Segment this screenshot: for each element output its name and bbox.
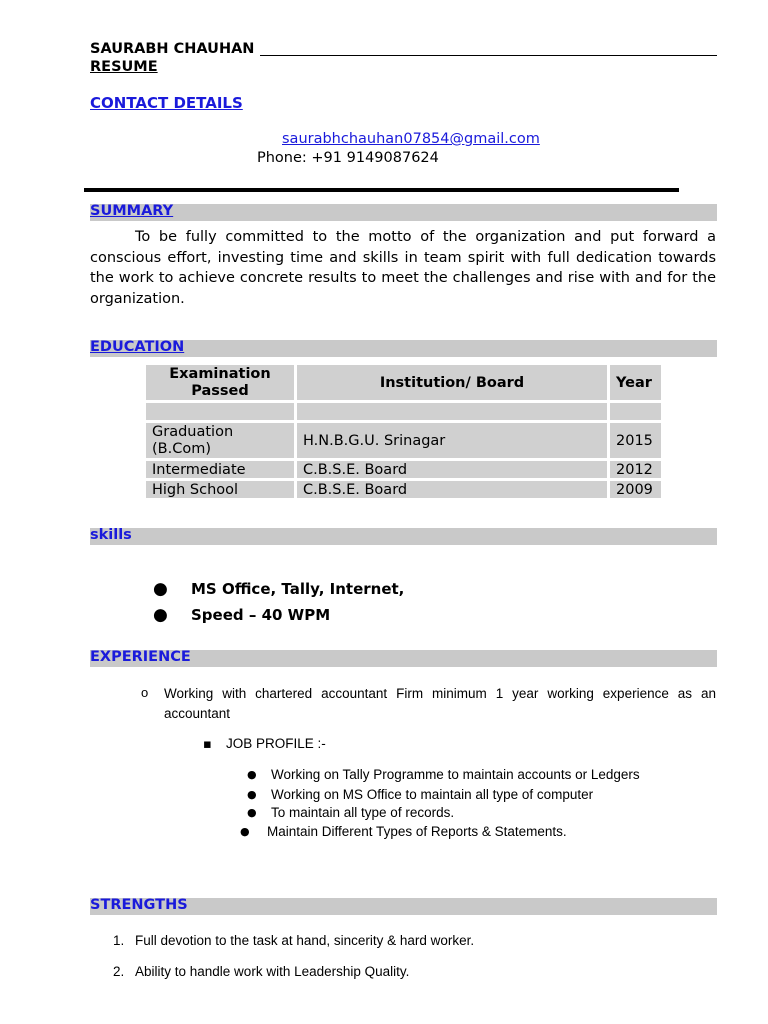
table-cell-empty [297, 403, 607, 420]
table-cell-exam: High School [146, 481, 294, 498]
section-divider [84, 188, 679, 192]
list-number: 1. [113, 933, 125, 948]
table-cell-year: 2012 [610, 461, 661, 478]
square-bullet-icon: ▪ [203, 737, 212, 752]
bullet-icon: ● [247, 788, 257, 801]
table-cell-institution: H.N.B.G.U. Srinagar [297, 423, 607, 458]
job-profile-label: JOB PROFILE :- [226, 736, 326, 751]
skills-section-bar [90, 528, 717, 545]
circle-bullet-icon: o [141, 685, 149, 700]
list-number: 2. [113, 964, 125, 979]
skill-item [153, 579, 404, 599]
job-item: Maintain Different Types of Reports & Statements. [267, 824, 567, 839]
bullet-icon: ● [247, 768, 257, 781]
experience-section-bar [90, 650, 717, 667]
table-cell-institution: C.B.S.E. Board [297, 461, 607, 478]
table-cell-institution: C.B.S.E. Board [297, 481, 607, 498]
skill-text: MS Office, Tally, Internet, [191, 580, 405, 598]
table-cell-exam: Graduation (B.Com) [146, 423, 294, 458]
summary-text: To be fully committed to the motto of the organization and put forward a conscious effort, investing time and skills in team spirit with full dedication towards the work to achieve concrete results to meet the challenges and rise with and for the organization. [90, 229, 716, 308]
skill-text: Speed – 40 WPM [191, 606, 331, 624]
header-rule [260, 55, 717, 56]
email-link[interactable]: saurabhchauhan07854@gmail.com [282, 131, 540, 147]
experience-heading: EXPERIENCE [90, 649, 191, 665]
strength-item: Full devotion to the task at hand, sincerity & hard worker. [135, 933, 475, 948]
summary-section-bar [90, 204, 717, 221]
table-row [146, 481, 661, 498]
column-header-institution: Institution/ Board [297, 365, 607, 400]
education-table [143, 362, 664, 501]
job-item: Working on MS Office to maintain all type of computer [271, 787, 594, 802]
skill-item [153, 605, 330, 625]
column-header-examination: Examination Passed [146, 365, 294, 400]
education-heading: EDUCATION [90, 339, 185, 355]
bullet-icon: ● [153, 579, 168, 599]
table-row [146, 461, 661, 478]
bullet-icon: ● [153, 605, 168, 625]
contact-heading: CONTACT DETAILS [90, 94, 243, 112]
candidate-name: SAURABH CHAUHAN [90, 41, 255, 57]
table-cell-year: 2015 [610, 423, 661, 458]
table-row-empty [146, 403, 661, 420]
table-cell-exam: Intermediate [146, 461, 294, 478]
job-item: Working on Tally Programme to maintain accounts or Ledgers [271, 767, 640, 782]
table-cell-empty [610, 403, 661, 420]
job-item: To maintain all type of records. [271, 805, 455, 820]
education-section-bar [90, 340, 717, 357]
strengths-heading: STRENGTHS [90, 897, 188, 913]
table-cell-year: 2009 [610, 481, 661, 498]
strength-item: Ability to handle work with Leadership Quality. [135, 964, 410, 979]
bullet-icon: ● [247, 806, 257, 819]
strengths-section-bar [90, 898, 717, 915]
bullet-icon: ● [240, 825, 250, 838]
summary-heading: SUMMARY [90, 203, 174, 219]
phone-number: Phone: +91 9149087624 [257, 150, 439, 166]
column-header-year: Year [610, 365, 661, 400]
table-header-row [146, 365, 661, 400]
resume-title: RESUME [90, 59, 158, 75]
table-cell-empty [146, 403, 294, 420]
experience-text: Working with chartered accountant Firm minimum 1 year working experience as an accountant [164, 686, 716, 721]
table-row [146, 423, 661, 458]
skills-heading: skills [90, 527, 132, 543]
